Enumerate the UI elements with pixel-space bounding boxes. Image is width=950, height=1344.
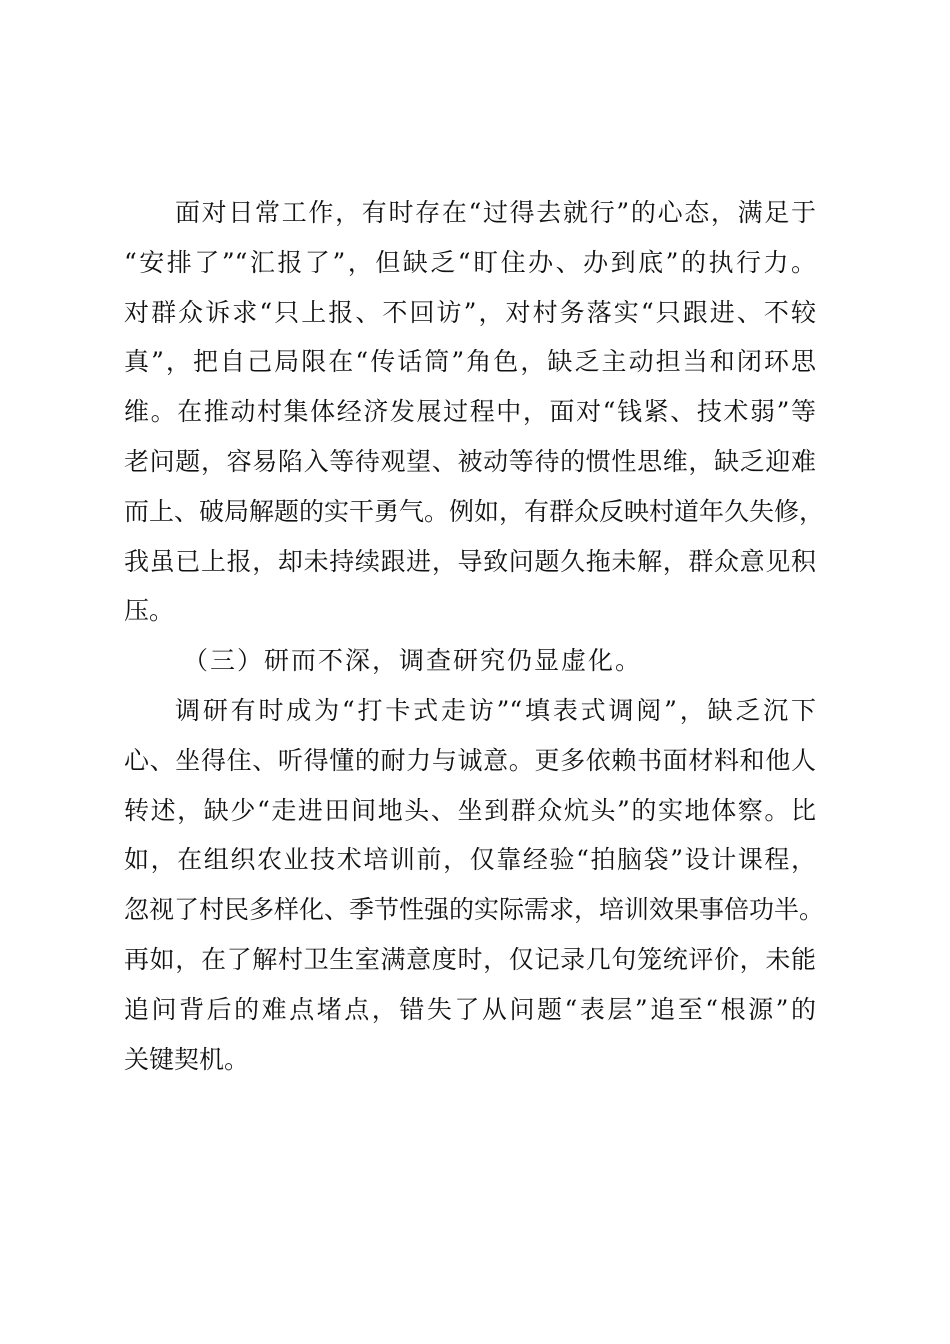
text-line: 对群众诉求“只上报、不回访”，对村务落实“只跟进、不较 bbox=[124, 297, 816, 327]
section-heading bbox=[124, 641, 816, 691]
text-line: 转述，缺少“走进田间地头、坐到群众炕头”的实地体察。比 bbox=[124, 795, 816, 825]
text-line: 关键契机。 bbox=[124, 1044, 250, 1074]
document-body bbox=[124, 193, 825, 1089]
text-line: 忽视了村民多样化、季节性强的实际需求，培训效果事倍功半。 bbox=[124, 895, 825, 925]
text-line: 调研有时成为“打卡式走访”“填表式调阅”，缺乏沉下 bbox=[175, 695, 816, 725]
text-line: 我虽已上报，却未持续跟进，导致问题久拖未解，群众意见积 bbox=[124, 546, 816, 576]
text-line: 真”，把自己局限在“传话筒”角色，缺乏主动担当和闭环思 bbox=[124, 347, 816, 377]
text-line: 如，在组织农业技术培训前，仅靠经验“拍脑袋”设计课程， bbox=[124, 845, 816, 875]
text-line: “安排了”“汇报了”，但缺乏“盯住办、办到底”的执行力。 bbox=[124, 247, 816, 277]
paragraph-research bbox=[124, 691, 825, 1089]
text-line: 维。在推动村集体经济发展过程中，面对“钱紧、技术弱”等 bbox=[124, 397, 816, 427]
text-line: 追问背后的难点堵点，错失了从问题“表层”追至“根源”的 bbox=[124, 994, 816, 1024]
text-line: 再如，在了解村卫生室满意度时，仅记录几句笼统评价，未能 bbox=[124, 944, 816, 974]
text-line: 心、坐得住、听得懂的耐力与诚意。更多依赖书面材料和他人 bbox=[124, 745, 816, 775]
text-line: 面对日常工作，有时存在“过得去就行”的心态，满足于 bbox=[175, 198, 816, 227]
section-heading-text: （三）研而不深，调查研究仍显虚化。 bbox=[183, 646, 643, 676]
text-line: 压。 bbox=[124, 596, 175, 626]
text-line: 老问题，容易陷入等待观望、被动等待的惯性思维，缺乏迎难 bbox=[124, 446, 816, 476]
paragraph-attitude bbox=[124, 193, 825, 641]
text-line: 而上、破局解题的实干勇气。例如，有群众反映村道年久失修， bbox=[124, 496, 825, 526]
